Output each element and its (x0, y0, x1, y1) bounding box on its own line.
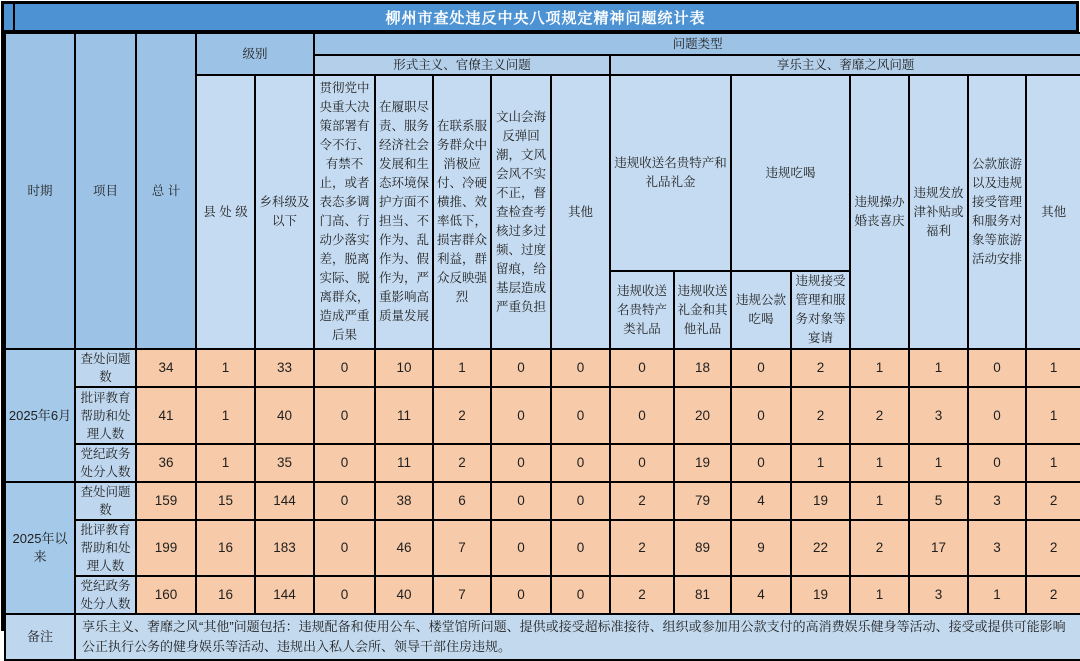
data-cell: 35 (255, 444, 314, 482)
note-label: 备注 (5, 614, 75, 660)
data-cell: 11 (375, 444, 433, 482)
data-cell: 1 (968, 576, 1026, 614)
data-cell: 0 (491, 520, 551, 576)
data-cell: 15 (196, 482, 255, 520)
data-cell: 1 (1026, 349, 1080, 387)
level-header: 级别 (196, 33, 314, 75)
data-cell: 1 (791, 444, 850, 482)
row-label: 党纪政务处分人数 (75, 576, 136, 614)
data-cell: 0 (610, 444, 674, 482)
formalism-col-header: 在联系服务群众中消极应付、冷硬横推、效率低下，损害群众利益，群众反映强烈 (433, 75, 491, 349)
data-cell: 160 (136, 576, 196, 614)
data-cell: 0 (314, 387, 375, 444)
data-cell: 46 (375, 520, 433, 576)
data-cell: 144 (255, 482, 314, 520)
data-cell: 2 (610, 482, 674, 520)
data-cell: 7 (433, 576, 491, 614)
formalism-col-header: 其他 (551, 75, 610, 349)
data-cell: 1 (196, 444, 255, 482)
row-label: 党纪政务处分人数 (75, 444, 136, 482)
note-text: 享乐主义、奢靡之风“其他”问题包括：违规配备和使用公车、楼堂馆所问题、提供或接受超标准接待、组织或参加用公款支付的高消费娱乐健身等活动、接受或提供可能影响公正执行公务的健身娱乐等活动、违规出入私人会所、领导干部住房违规。 (75, 614, 1080, 660)
data-cell: 1 (909, 444, 968, 482)
data-cell: 0 (610, 349, 674, 387)
data-cell: 4 (731, 482, 791, 520)
data-cell: 7 (433, 520, 491, 576)
hedonism-col-header: 其他 (1026, 75, 1080, 349)
dining-group-header: 违规吃喝 (731, 75, 850, 271)
data-cell: 2 (850, 387, 909, 444)
gift-col-header: 违规收送礼金和其他礼品 (674, 271, 731, 349)
data-cell: 19 (791, 482, 850, 520)
data-cell: 41 (136, 387, 196, 444)
data-cell: 0 (491, 482, 551, 520)
data-cell: 0 (314, 576, 375, 614)
statistics-table (4, 32, 1080, 661)
data-cell: 38 (375, 482, 433, 520)
data-cell: 40 (255, 387, 314, 444)
data-cell: 0 (968, 444, 1026, 482)
row-label: 批评教育帮助和处理人数 (75, 520, 136, 576)
data-cell: 199 (136, 520, 196, 576)
county-level-header: 县 处 级 (196, 75, 255, 349)
data-cell: 2 (433, 444, 491, 482)
data-cell: 2 (850, 520, 909, 576)
data-cell: 1 (1026, 444, 1080, 482)
problem-type-header: 问题类型 (314, 33, 1080, 55)
data-cell: 1 (850, 444, 909, 482)
data-cell: 40 (375, 576, 433, 614)
data-cell: 3 (968, 520, 1026, 576)
data-cell: 0 (314, 349, 375, 387)
data-cell: 22 (791, 520, 850, 576)
data-cell: 2 (1026, 576, 1080, 614)
dining-col-header: 违规接受管理和服务对象等宴请 (791, 271, 850, 349)
data-cell: 0 (968, 387, 1026, 444)
data-cell: 0 (551, 444, 610, 482)
data-cell: 18 (674, 349, 731, 387)
table-row (5, 387, 1080, 444)
data-cell: 2 (791, 387, 850, 444)
data-cell: 2 (610, 576, 674, 614)
data-cell: 1 (850, 482, 909, 520)
data-cell: 0 (491, 349, 551, 387)
data-cell: 2 (1026, 482, 1080, 520)
data-cell: 11 (375, 387, 433, 444)
total-header: 总 计 (136, 33, 196, 349)
row-label: 批评教育帮助和处理人数 (75, 387, 136, 444)
data-cell: 1 (909, 349, 968, 387)
period-cell: 2025年6月 (5, 349, 75, 482)
data-cell: 9 (731, 520, 791, 576)
data-cell: 2 (610, 520, 674, 576)
table-row (5, 349, 1080, 387)
table-row (5, 444, 1080, 482)
data-cell: 0 (491, 387, 551, 444)
gift-group-header: 违规收送名贵特产和礼品礼金 (610, 75, 731, 271)
data-cell: 0 (491, 444, 551, 482)
data-cell: 2 (433, 387, 491, 444)
data-cell: 19 (674, 444, 731, 482)
period-header: 时期 (5, 33, 75, 349)
data-cell: 0 (551, 387, 610, 444)
data-cell: 0 (314, 520, 375, 576)
hedonism-group-header: 享乐主义、奢靡之风问题 (610, 55, 1080, 75)
period-cell: 2025年以来 (5, 482, 75, 614)
data-cell: 17 (909, 520, 968, 576)
data-cell: 1 (196, 349, 255, 387)
data-cell: 0 (731, 349, 791, 387)
row-label: 查处问题数 (75, 482, 136, 520)
title-bar (4, 4, 1076, 32)
data-cell: 34 (136, 349, 196, 387)
data-cell: 0 (731, 387, 791, 444)
table-row (5, 482, 1080, 520)
formalism-col-header: 在履职尽责、服务经济社会发展和生态环境保护方面不担当、不作为、乱作为、假作为，严重影响高质量发展 (375, 75, 433, 349)
data-cell: 0 (551, 349, 610, 387)
data-cell: 0 (551, 520, 610, 576)
data-cell: 20 (674, 387, 731, 444)
statistics-table-frame (1, 1, 1079, 654)
data-cell: 5 (909, 482, 968, 520)
gift-col-header: 违规收送名贵特产类礼品 (610, 271, 674, 349)
data-cell: 1 (850, 349, 909, 387)
data-cell: 36 (136, 444, 196, 482)
data-cell: 16 (196, 520, 255, 576)
data-cell: 1 (196, 387, 255, 444)
data-cell: 1 (1026, 387, 1080, 444)
data-cell: 0 (968, 349, 1026, 387)
data-cell: 2 (1026, 520, 1080, 576)
data-cell: 0 (551, 482, 610, 520)
dining-col-header: 违规公款吃喝 (731, 271, 791, 349)
data-cell: 81 (674, 576, 731, 614)
data-cell: 159 (136, 482, 196, 520)
row-label: 查处问题数 (75, 349, 136, 387)
formalism-col-header: 贯彻党中央重大决策部署有令不行、有禁不止，或者表态多调门高、行动少落实差，脱离实际、脱离群众，造成严重后果 (314, 75, 375, 349)
data-cell: 89 (674, 520, 731, 576)
data-cell: 1 (850, 576, 909, 614)
data-cell: 16 (196, 576, 255, 614)
township-level-header: 乡科级及以下 (255, 75, 314, 349)
data-cell: 10 (375, 349, 433, 387)
data-cell: 2 (791, 349, 850, 387)
data-cell: 19 (791, 576, 850, 614)
data-cell: 1 (433, 349, 491, 387)
data-cell: 3 (968, 482, 1026, 520)
data-cell: 6 (433, 482, 491, 520)
data-cell: 0 (491, 576, 551, 614)
table-body (5, 349, 1080, 614)
data-cell: 33 (255, 349, 314, 387)
data-cell: 4 (731, 576, 791, 614)
data-cell: 3 (909, 387, 968, 444)
data-cell: 0 (314, 444, 375, 482)
data-cell: 0 (731, 444, 791, 482)
data-cell: 79 (674, 482, 731, 520)
hedonism-col-header: 违规操办婚丧喜庆 (850, 75, 909, 349)
formalism-group-header: 形式主义、官僚主义问题 (314, 55, 610, 75)
title-stub-cell (4, 4, 15, 30)
formalism-col-header: 文山会海反弹回潮，文风会风不实不正，督查检查考核过多过频、过度留痕，给基层造成严重负担 (491, 75, 551, 349)
data-cell: 183 (255, 520, 314, 576)
data-cell: 0 (551, 576, 610, 614)
data-cell: 3 (909, 576, 968, 614)
data-cell: 0 (314, 482, 375, 520)
table-title: 柳州市查处违反中央八项规定精神问题统计表 (15, 4, 1076, 30)
data-cell: 144 (255, 576, 314, 614)
table-row (5, 576, 1080, 614)
hedonism-col-header: 公款旅游以及违规接受管理和服务对象等旅游活动安排 (968, 75, 1026, 349)
note-row (5, 614, 1080, 660)
hedonism-col-header: 违规发放津补贴或福利 (909, 75, 968, 349)
data-cell: 0 (610, 387, 674, 444)
item-header: 项目 (75, 33, 136, 349)
table-row (5, 520, 1080, 576)
